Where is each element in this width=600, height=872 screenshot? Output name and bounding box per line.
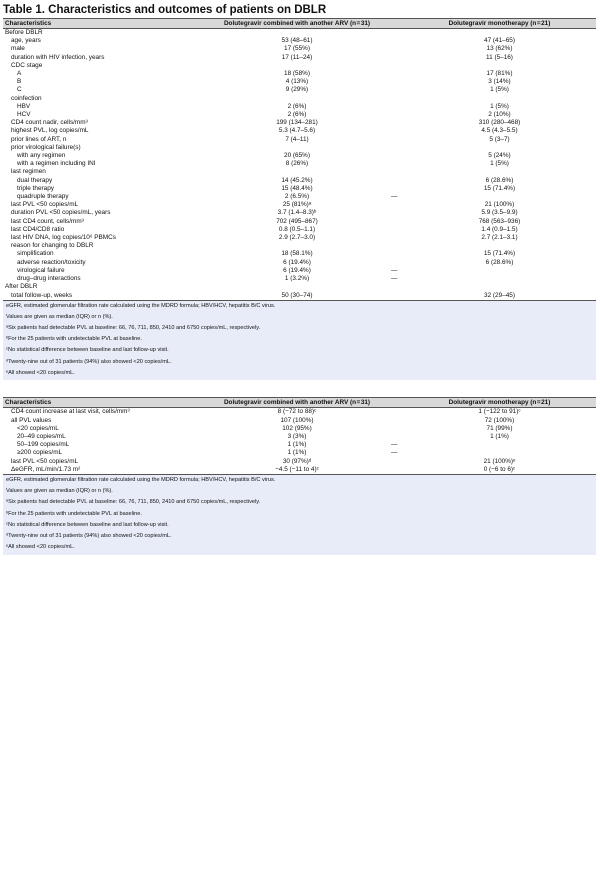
combined-value: 102 (95%) — [282, 424, 312, 432]
footnote: Values are given as median (IQR) or n (%). — [6, 488, 113, 495]
footnote: Values are given as median (IQR) or n (%). — [6, 313, 113, 320]
row-label: last HIV DNA, log copies/10⁶ PBMCs — [11, 234, 116, 242]
row-label: virological failure — [17, 266, 65, 274]
combined-value: 30 (97%)ᵈ — [282, 457, 312, 465]
row-label: male — [11, 45, 25, 53]
row-label: last CD4/CD8 ratio — [11, 225, 65, 233]
table-row — [3, 136, 596, 144]
table-row — [3, 441, 596, 449]
row-label: B — [17, 78, 22, 86]
combined-value: 3 (3%) — [287, 433, 307, 441]
table-row — [3, 433, 596, 441]
table-row — [3, 144, 596, 152]
monotherapy-value: 6 (28.6%) — [485, 176, 514, 184]
row-label: prior lines of ART, n — [11, 135, 67, 143]
row-label: with a regimen including INI — [17, 160, 96, 168]
combined-value: 7 (4–11) — [285, 135, 309, 143]
monotherapy-value: 1 (5%) — [490, 86, 509, 94]
monotherapy-value: 21 (100%) — [484, 201, 515, 209]
table-row — [3, 185, 596, 193]
combined-value: 6 (19.4%) — [283, 258, 311, 266]
combined-value: 17 (55%) — [284, 45, 310, 53]
combined-value: 25 (81%)ᵃ — [282, 201, 312, 209]
table-row — [3, 267, 596, 275]
row-label: all PVL values — [11, 416, 52, 424]
row-label: ≥200 copies/mL — [17, 449, 63, 457]
row-label: last PVL <50 copies/mL — [11, 201, 79, 209]
table-row — [3, 37, 596, 45]
table-row — [3, 160, 596, 168]
combined-value: 0.8 (0.5–1.1) — [278, 225, 316, 233]
footnote: ᵈTwenty-nine out of 31 patients (94%) also showed <20 copies/mL. — [6, 532, 172, 539]
footnote: ᵃSix patients had detectable PVL at baseline: 66, 76, 711, 850, 2410 and 6750 copies/mL, respectively. — [6, 325, 261, 332]
combined-value: 4 (13%) — [285, 78, 309, 86]
footnote: ᵇFor the 25 patients with undetectable PVL at baseline. — [6, 510, 142, 517]
combined-value: 199 (134–281) — [276, 119, 318, 127]
monotherapy-value: — — [391, 449, 398, 457]
table-row — [3, 275, 596, 283]
footnote: eGFR, estimated glomerular filtration rate calculated using the MDRD formula; HBV/HCV, hepatitis B/C virus. — [6, 302, 276, 309]
monotherapy-value — [403, 283, 596, 291]
monotherapy-value — [403, 242, 596, 250]
table-row — [3, 466, 596, 475]
row-label: CD4 count increase at last visit, cells/mm³ — [11, 408, 130, 416]
monotherapy-value: 11 (5–16) — [486, 53, 513, 61]
table-row — [3, 250, 596, 258]
row-label: Before DBLR — [5, 29, 43, 36]
monotherapy-value: 768 (563–936) — [478, 217, 521, 225]
monotherapy-value — [403, 95, 596, 103]
monotherapy-value: 5 (3–7) — [489, 135, 510, 143]
row-label: prior virological failure(s) — [11, 143, 81, 151]
monotherapy-value — [403, 168, 596, 176]
row-label: highest PVL, log copies/mL — [11, 127, 89, 135]
monotherapy-value: 72 (100%) — [484, 416, 515, 424]
header-characteristics: Characteristics — [3, 19, 191, 29]
row-label: HCV — [17, 111, 31, 119]
monotherapy-value: 5.9 (3.5–9.9) — [481, 209, 518, 217]
table-row — [3, 103, 596, 111]
row-label: <20 copies/mL — [17, 424, 59, 432]
footnote: ᵉAll showed <20 copies/mL. — [6, 369, 75, 376]
table-body — [3, 408, 596, 475]
monotherapy-value: 32 (29–45) — [403, 292, 596, 301]
value-text: 1 (1%) — [287, 441, 307, 449]
combined-value — [191, 62, 403, 70]
combined-value — [191, 168, 403, 176]
table-footnotes — [3, 475, 596, 555]
combined-value — [191, 441, 403, 449]
combined-value: 53 (48–61) — [281, 37, 313, 45]
table-row — [3, 45, 596, 53]
monotherapy-value: 1 (−122 to 91)ᶜ — [478, 408, 521, 416]
row-label: with any regimen — [17, 152, 66, 160]
table-row — [3, 218, 596, 226]
table-row — [3, 234, 596, 242]
footnote: ᶜNo statistical difference between baseline and last follow-up visit. — [6, 347, 169, 354]
table-body — [3, 29, 596, 301]
table-row — [3, 78, 596, 86]
table-row — [3, 458, 596, 466]
footnote: ᵃSix patients had detectable PVL at baseline: 66, 76, 711, 850, 2410 and 6750 copies/mL, respectively. — [6, 499, 261, 506]
monotherapy-value: 5 (24%) — [488, 152, 511, 160]
combined-value: 2.9 (2.7–3.0) — [278, 234, 316, 242]
table-title: Table 1. Characteristics and outcomes of patients on DBLR — [3, 4, 327, 16]
table-row — [3, 209, 596, 217]
value-text: 2 (6.5%) — [284, 193, 310, 201]
combined-value: 107 (100%) — [280, 416, 314, 424]
row-label: CD4 count nadir, cells/mm³ — [11, 119, 88, 127]
combined-value: −4.5 (−11 to 4)ᶜ — [191, 466, 403, 475]
row-label: duration PVL <50 copies/mL, years — [11, 209, 111, 217]
combined-value — [191, 283, 403, 291]
monotherapy-value: 15 (71.4%) — [483, 184, 516, 192]
table-row — [3, 119, 596, 127]
row-label: HBV — [17, 102, 31, 110]
row-label: simplification — [17, 250, 54, 258]
outcomes-table — [3, 397, 596, 475]
table-row — [3, 193, 596, 201]
table-row — [3, 177, 596, 185]
document-page — [3, 3, 596, 555]
combined-value — [191, 275, 403, 283]
row-label: 20–49 copies/mL — [17, 433, 66, 441]
footnote: ᵉAll showed <20 copies/mL. — [6, 544, 75, 551]
monotherapy-value: 1 (1%) — [490, 433, 509, 441]
table-row — [3, 201, 596, 209]
footnote: ᵈTwenty-nine out of 31 patients (94%) also showed <20 copies/mL. — [6, 358, 172, 365]
combined-value: 20 (65%) — [284, 152, 310, 160]
monotherapy-value: 310 (280–468) — [478, 119, 521, 127]
combined-value — [191, 29, 403, 38]
row-label: CDC stage — [11, 61, 43, 69]
table-header-row — [3, 19, 596, 29]
monotherapy-value: 1 (5%) — [490, 102, 509, 110]
monotherapy-value: 1.4 (0.9–1.5) — [481, 225, 518, 233]
row-label: total follow-up, weeks — [3, 292, 191, 301]
value-text: 6 (19.4%) — [283, 266, 311, 274]
row-label: quadruple therapy — [17, 193, 69, 201]
table-row — [3, 95, 596, 103]
footnote: eGFR, estimated glomerular filtration rate calculated using the MDRD formula; HBV/HCV, hepatitis B/C virus. — [6, 477, 276, 484]
monotherapy-value: 15 (71.4%) — [483, 250, 516, 258]
table-row — [3, 417, 596, 425]
value-text: 1 (3.2%) — [284, 275, 310, 283]
combined-value: 18 (58%) — [284, 70, 310, 78]
header-combined: Dolutegravir combined with another ARV (n = 31) — [191, 398, 403, 408]
table-row — [3, 242, 596, 250]
footnote: ᵇFor the 25 patients with undetectable PVL at baseline. — [6, 336, 142, 343]
monotherapy-value: — — [391, 275, 398, 283]
monotherapy-value: 6 (28.6%) — [485, 258, 514, 266]
table-row — [3, 62, 596, 70]
combined-value: 8 (−72 to 88)ᶜ — [277, 408, 317, 416]
row-label: C — [17, 86, 22, 94]
monotherapy-value: 2.7 (2.1–3.1) — [481, 234, 518, 242]
monotherapy-value: 2 (10%) — [488, 111, 511, 119]
table-row — [3, 449, 596, 457]
combined-value — [191, 144, 403, 152]
combined-value — [191, 267, 403, 275]
monotherapy-value: 1 (5%) — [490, 160, 509, 168]
combined-value: 8 (26%) — [285, 160, 309, 168]
table-row — [3, 226, 596, 234]
table-row — [3, 152, 596, 160]
header-monotherapy: Dolutegravir monotherapy (n = 21) — [403, 398, 596, 408]
table-row — [3, 425, 596, 433]
table-header-row — [3, 398, 596, 408]
combined-value — [191, 95, 403, 103]
combined-value: 9 (29%) — [285, 86, 309, 94]
combined-value — [191, 193, 403, 201]
value-text: 1 (1%) — [287, 449, 307, 457]
monotherapy-value: 71 (99%) — [486, 424, 513, 432]
combined-value: 2 (6%) — [287, 102, 307, 110]
row-label: last PVL <50 copies/mL — [11, 457, 79, 465]
table-row — [3, 292, 596, 301]
combined-value: 3.7 (1.4–8.3)ᵇ — [277, 209, 317, 217]
combined-value: 50 (30–74) — [191, 292, 403, 301]
combined-value: 14 (45.2%) — [281, 176, 313, 184]
row-label: coinfection — [11, 94, 42, 102]
table-row — [3, 259, 596, 267]
combined-value: 702 (495–867) — [276, 217, 318, 225]
row-label: dual therapy — [17, 176, 53, 184]
row-label: A — [17, 70, 22, 78]
row-label: last regimen — [11, 168, 46, 176]
table-row — [3, 283, 596, 291]
table-row — [3, 86, 596, 94]
table-row — [3, 127, 596, 135]
monotherapy-value: — — [391, 266, 398, 274]
combined-value — [191, 449, 403, 457]
row-label: After DBLR — [5, 283, 38, 291]
row-label: reason for changing to DBLR — [11, 242, 94, 250]
row-label: drug–drug interactions — [17, 275, 81, 283]
combined-value: 18 (58.1%) — [281, 250, 313, 258]
table-row — [3, 29, 596, 38]
table-row — [3, 168, 596, 176]
header-monotherapy: Dolutegravir monotherapy (n = 21) — [403, 19, 596, 29]
table-footnotes — [3, 301, 596, 381]
monotherapy-value: — — [391, 193, 398, 201]
combined-value: 15 (48.4%) — [281, 184, 313, 192]
row-label: adverse reaction/toxicity — [17, 258, 86, 266]
table-row — [3, 111, 596, 119]
monotherapy-value — [403, 144, 596, 152]
combined-value: 17 (11–24) — [281, 53, 313, 61]
monotherapy-value: 17 (81%) — [486, 70, 513, 78]
monotherapy-value: 3 (14%) — [488, 78, 511, 86]
monotherapy-value: 0 (−6 to 6)ᶜ — [403, 466, 596, 475]
table-row — [3, 408, 596, 417]
row-label: last CD4 count, cells/mm³ — [11, 217, 84, 225]
row-label: age, years — [11, 37, 41, 45]
row-label: triple therapy — [17, 184, 54, 192]
monotherapy-value: 47 (41–65) — [484, 37, 515, 45]
table-row — [3, 54, 596, 62]
header-combined: Dolutegravir combined with another ARV (n = 31) — [191, 19, 403, 29]
row-label: 50–199 copies/mL — [17, 441, 70, 449]
monotherapy-value: — — [391, 441, 398, 449]
header-characteristics: Characteristics — [3, 398, 191, 408]
row-label: duration with HIV infection, years — [11, 53, 105, 61]
row-label: ΔeGFR, mL/min/1.73 m² — [3, 466, 191, 475]
monotherapy-value — [403, 29, 596, 38]
monotherapy-value — [403, 62, 596, 70]
monotherapy-value: 21 (100%)ᵉ — [483, 457, 516, 465]
combined-value: 5.3 (4.7–5.6) — [278, 127, 316, 135]
combined-value — [191, 242, 403, 250]
table-row — [3, 70, 596, 78]
monotherapy-value: 13 (62%) — [486, 45, 513, 53]
characteristics-table — [3, 18, 596, 301]
combined-value: 2 (6%) — [287, 111, 307, 119]
monotherapy-value: 4.5 (4.3–5.5) — [481, 127, 518, 135]
footnote: ᶜNo statistical difference between baseline and last follow-up visit. — [6, 521, 169, 528]
